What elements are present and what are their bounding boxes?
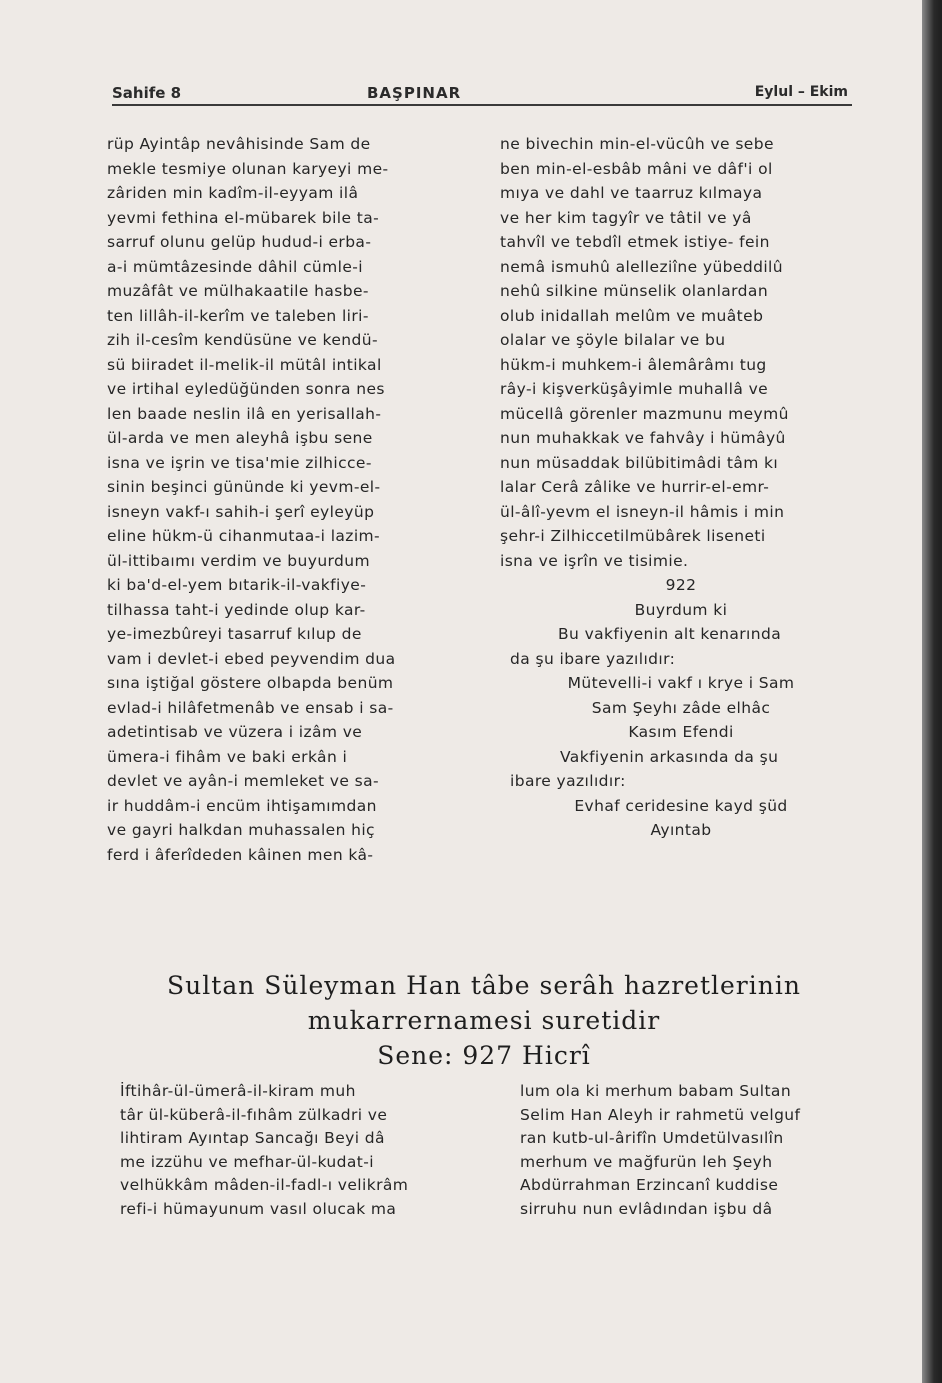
text-line: Vakfiyenin arkasında da şu [560,747,779,766]
text-line: vam i devlet-i ebed peyvendim dua [107,649,396,668]
text-line: rây-i kişverküşâyimle muhallâ ve [500,380,769,398]
text-line: ve gayri halkdan muhassalen hiç [107,821,375,839]
text-line: Evhaf ceridesine kayd şüd [574,796,788,815]
journal-title: BAŞPINAR [367,84,462,102]
text-line: zih il-cesîm kendüsüne ve kendü- [107,331,378,349]
page-header [112,84,848,106]
text-line: ten lillâh-il-kerîm ve taleben liri- [107,306,369,325]
text-line: velhükkâm mâden-il-fadl-ı velikrâm [120,1176,409,1194]
text-line: sü biiradet il-melik-il mütâl intikal [107,355,382,374]
text-line: lihtiram Ayıntap Sancağı Beyi dâ [120,1129,385,1147]
text-line: a-i mümtâzesinde dâhil cümle-i [107,257,363,276]
text-line: yevmi fethina el-mübarek bile ta- [107,208,380,227]
text-line: adetintisab ve vüzera i izâm ve [107,723,363,741]
text-line: eline hükm-ü cihanmutaa-i lazim- [107,527,381,545]
text-line: nun müsaddak bilübitimâdi tâm kı [500,453,779,472]
text-line: me izzühu ve mefhar-ül-kudat-i [120,1152,374,1171]
text-line: nemâ ismuhû alelleziîne yübeddilû [500,257,783,276]
text-line: sarruf olunu gelüp hudud-i erba- [107,233,372,251]
text-line: sına iştiğal göstere olbapda benüm [107,674,394,692]
title-line: Sene: 927 Hicrî [377,1041,591,1070]
text-line: isna ve işrîn ve tisimie. [500,551,689,570]
text-line: ül-âlî-yevm el isneyn-il hâmis i min [500,502,785,521]
text-line: ne bivechin min-el-vücûh ve sebe [500,135,774,153]
text-line: Ayıntab [650,821,712,839]
text-line: şehr-i Zilhiccetilmübârek liseneti [500,527,766,545]
text-line: da şu ibare yazılıdır: [510,649,676,668]
text-line: tahvîl ve tebdîl etmek istiye- fein [500,233,770,251]
text-line: rüp Ayintâp nevâhisinde Sam de [107,135,371,153]
text-line: olalar ve şöyle bilalar ve bu [500,331,726,349]
text-line: ferd i âferîdeden kâinen men kâ- [107,845,374,864]
document-date-number: 922 [665,576,697,594]
header-rule [112,104,852,106]
text-line: mekle tesmiye olunan karyeyi me- [107,159,389,178]
section-title [112,968,856,1073]
text-line: Kasım Efendi [628,723,734,741]
text-line: Selim Han Aleyh ir rahmetü velguf [520,1105,801,1124]
text-line: nun muhakkak ve fahvây i hümâyû [500,429,786,447]
text-line: târ ül-küberâ-il-fıhâm zülkadri ve [120,1105,388,1124]
text-line: ibare yazılıdır: [510,772,626,790]
text-line: ir huddâm-i encüm ihtişamımdan [107,796,377,815]
text-line: hükm-i muhkem-i âlemârâmı tug [500,355,767,374]
binding-edge [922,0,942,1383]
text-line: muzâfât ve mülhakaatile hasbe- [107,282,369,300]
text-line: isna ve işrin ve tisa'mie zilhicce- [107,453,372,472]
text-line: ve her kim tagyîr ve tâtil ve yâ [500,208,752,227]
text-line: devlet ve ayân-i memleket ve sa- [107,772,379,790]
text-line: nehû silkine münselik olanlardan [500,282,769,300]
text-line: ki ba'd-el-yem bıtarik-il-vakfiye- [107,576,367,594]
text-line: isneyn vakf-ı sahih-i şerî eyleyüp [107,502,375,521]
text-line: İftihâr-ül-ümerâ-il-kiram muh [120,1082,356,1100]
text-line: olub inidallah melûm ve muâteb [500,306,764,325]
text-line: ümera-i fihâm ve baki erkân i [107,747,348,766]
text-line: ye-imezbûreyi tasarruf kılup de [107,625,362,643]
text-line: mıya ve dahl ve taarruz kılmaya [500,184,763,202]
page-number: Sahife 8 [112,84,182,102]
text-line: merhum ve mağfurün leh Şeyh [520,1152,773,1171]
text-line: Buyrdum ki [634,600,728,619]
text-column-1 [107,132,477,867]
issue-date: Eylul – Ekim [754,84,848,100]
text-line: lalar Cerâ zâlike ve hurrir-el-emr- [500,478,770,496]
text-line: mücellâ görenler mazmunu meymû [500,404,789,423]
text-line: refi-i hümayunum vasıl olucak ma [120,1199,397,1218]
text-line: Abdürrahman Erzincanî kuddise [520,1176,779,1194]
title-line: mukarrernamesi suretidir [307,1006,661,1035]
text-line: sinin beşinci gününde ki yevm-el- [107,478,381,496]
text-line: ran kutb-ul-ârifîn Umdetülvasılîn [520,1129,784,1147]
text-line: ve irtihal eyledüğünden sonra nes [107,380,385,398]
text-column-2 [500,132,862,843]
text-line: Mütevelli-i vakf ı krye i Sam [567,674,795,692]
text-line: sirruhu nun evlâdından işbu dâ [520,1199,773,1218]
text-line: evlad-i hilâfetmenâb ve ensab i sa- [107,698,394,717]
text-line: tilhassa taht-i yedinde olup kar- [107,600,366,619]
text-line: len baade neslin ilâ en yerisallah- [107,404,382,423]
text-line: zâriden min kadîm-il-eyyam ilâ [107,184,359,202]
text-line: ben min-el-esbâb mâni ve dâf'i ol [500,159,773,178]
text-line: Sam Şeyhı zâde elhâc [591,698,771,717]
text-column-3 [120,1080,480,1221]
text-column-4 [520,1080,878,1221]
text-line: ül-arda ve men aleyhâ işbu sene [107,429,373,447]
title-line: Sultan Süleyman Han tâbe serâh hazretlerinin [167,971,801,1000]
text-line: Bu vakfiyenin alt kenarında [558,625,782,643]
text-line: ül-ittibaımı verdim ve buyurdum [107,551,371,570]
text-line: lum ola ki merhum babam Sultan [520,1082,792,1100]
